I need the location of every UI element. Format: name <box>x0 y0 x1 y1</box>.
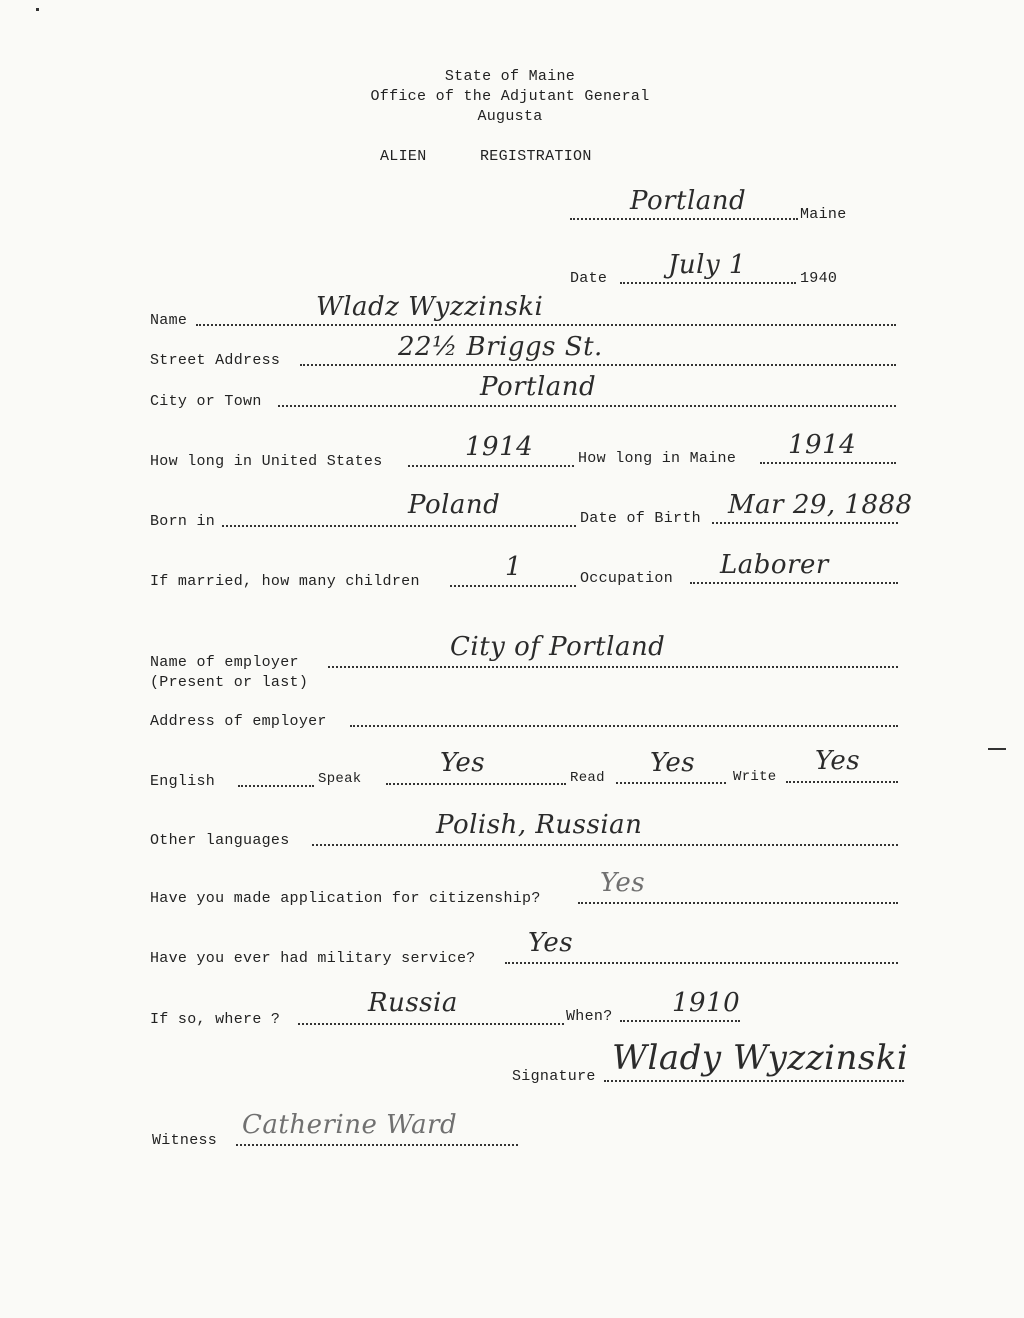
date-dots <box>620 282 796 284</box>
speak-value: Yes <box>440 748 486 778</box>
military-value: Yes <box>528 928 574 958</box>
read-value: Yes <box>650 748 696 778</box>
form-title-alien: ALIEN <box>380 148 427 165</box>
name-dots <box>196 324 896 326</box>
employer-sublabel: (Present or last) <box>150 674 309 691</box>
children-value: 1 <box>505 552 523 582</box>
date-value: July 1 <box>668 250 746 280</box>
where-label: If so, where ? <box>150 1011 281 1028</box>
place-value: Portland <box>630 186 747 216</box>
occupation-value: Laborer <box>720 550 829 580</box>
when-label: When? <box>566 1008 613 1025</box>
street-dots <box>300 364 896 366</box>
employer-value: City of Portland <box>450 632 666 662</box>
english-dots <box>238 785 314 787</box>
maine-label: How long in Maine <box>578 450 737 467</box>
signature-label: Signature <box>512 1068 596 1085</box>
speak-label: Speak <box>318 771 362 787</box>
street-value: 22½ Briggs St. <box>398 332 603 362</box>
witness-dots <box>236 1144 518 1146</box>
other-languages-label: Other languages <box>150 832 290 849</box>
write-dots <box>786 781 898 783</box>
occupation-dots <box>690 582 898 584</box>
city-value: Portland <box>480 372 597 402</box>
street-label: Street Address <box>150 352 281 369</box>
dob-value: Mar 29, 1888 <box>728 490 913 520</box>
signature-dots <box>604 1080 904 1082</box>
born-label: Born in <box>150 513 216 530</box>
read-label: Read <box>570 770 605 786</box>
born-value: Poland <box>408 490 501 520</box>
form-title-registration: REGISTRATION <box>480 148 592 165</box>
children-dots <box>450 585 576 587</box>
where-value: Russia <box>368 988 458 1018</box>
maine-dots <box>760 462 896 464</box>
us-dots <box>408 465 574 467</box>
name-label: Name <box>150 312 188 329</box>
military-dots <box>505 962 898 964</box>
speak-dots <box>386 783 566 785</box>
when-value: 1910 <box>672 988 741 1018</box>
date-year: 1940 <box>800 270 838 287</box>
employer-address-label: Address of employer <box>150 713 327 730</box>
citizenship-dots <box>578 902 898 904</box>
signature-value: Wlady Wyzzinski <box>612 1038 909 1078</box>
born-dots <box>222 525 576 527</box>
dob-label: Date of Birth <box>580 510 701 527</box>
english-label: English <box>150 773 216 790</box>
other-languages-dots <box>312 844 898 846</box>
us-label: How long in United States <box>150 453 383 470</box>
scan-mark <box>988 748 1006 750</box>
header-office: Office of the Adjutant General <box>370 88 650 105</box>
military-label: Have you ever had military service? <box>150 950 476 967</box>
place-dots <box>570 218 798 220</box>
employer-label: Name of employer <box>150 654 299 671</box>
place-suffix: Maine <box>800 206 847 223</box>
read-dots <box>616 782 726 784</box>
other-languages-value: Polish, Russian <box>436 810 643 840</box>
city-dots <box>278 405 896 407</box>
witness-value: Catherine Ward <box>242 1110 458 1140</box>
occupation-label: Occupation <box>580 570 674 587</box>
write-label: Write <box>733 769 777 785</box>
where-dots <box>298 1023 564 1025</box>
date-label: Date <box>570 270 608 287</box>
us-value: 1914 <box>465 432 534 462</box>
when-dots <box>620 1020 740 1022</box>
header-city: Augusta <box>477 108 543 125</box>
dob-dots <box>712 522 898 524</box>
citizenship-value: Yes <box>600 868 646 898</box>
city-label: City or Town <box>150 393 262 410</box>
employer-address-dots <box>350 725 898 727</box>
children-label: If married, how many children <box>150 573 420 590</box>
employer-dots <box>328 666 898 668</box>
write-value: Yes <box>815 746 861 776</box>
maine-value: 1914 <box>788 430 857 460</box>
header-state: State of Maine <box>444 68 576 85</box>
name-value: Wladz Wyzzinski <box>316 292 544 322</box>
citizenship-label: Have you made application for citizenship? <box>150 890 541 907</box>
witness-label: Witness <box>152 1132 218 1149</box>
scan-mark <box>36 8 39 11</box>
